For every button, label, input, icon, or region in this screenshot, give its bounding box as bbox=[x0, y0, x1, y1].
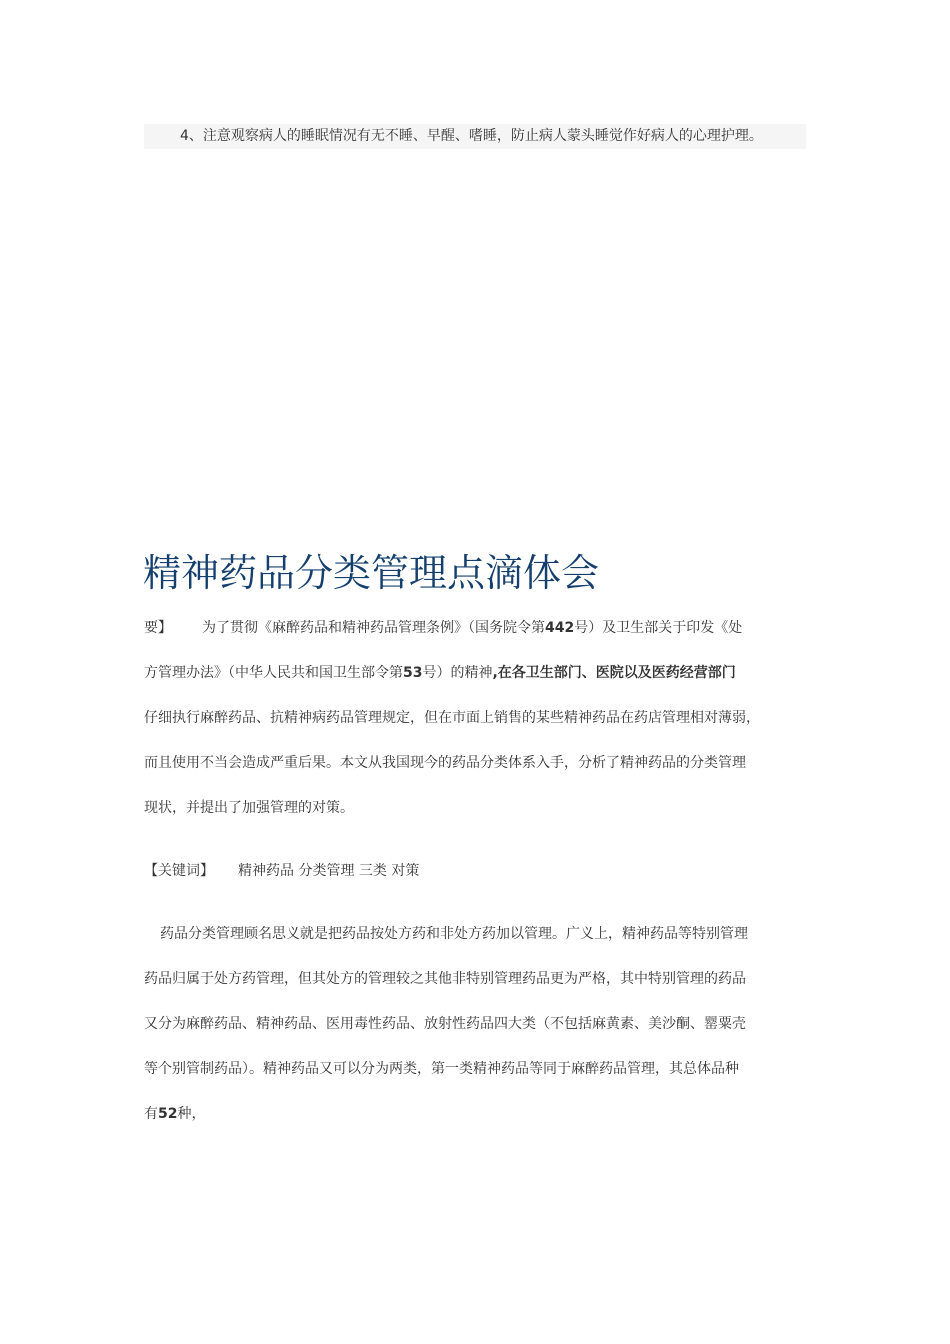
article-title: 精神药品分类管理点滴体会 bbox=[143, 551, 600, 595]
body-text-1: 药品分类管理顾名思义就是把药品按处方药和非处方药加以管理。广义上，精神药品等特别管理 bbox=[160, 926, 748, 942]
abstract-text-3: 仔细执行麻醉药品、抗精神病药品管理规定，但在市面上销售的某些精神药品在药店管理相对薄弱， bbox=[144, 710, 760, 726]
care-note-text: 4、注意观察病人的睡眠情况有无不睡、早醒、嗜睡，防止病人蒙头睡觉作好病人的心理护理。 bbox=[180, 128, 763, 144]
body-text-4: 等个别管制药品）。精神药品又可以分为两类，第一类精神药品等同于麻醉药品管理，其总体品种 bbox=[144, 1061, 739, 1077]
decree-number-442: 442 bbox=[545, 620, 575, 636]
body-text-5a: 有 bbox=[144, 1106, 158, 1122]
decree-number-53: 53 bbox=[403, 665, 423, 681]
abstract-text-2c: ,在各卫生部门、医院以及医药经营部门 bbox=[492, 665, 736, 681]
body-text-3: 又分为麻醉药品、精神药品、医用毒性药品、放射性药品四大类（不包括麻黄素、美沙酮、罂粟壳 bbox=[144, 1016, 746, 1032]
abstract-text-2a: 方管理办法》（中华人民共和国卫生部令第 bbox=[144, 665, 403, 681]
body-paragraph bbox=[144, 912, 806, 1137]
abstract-text-1: 为了贯彻《麻醉药品和精神药品管理条例》（国务院令第 bbox=[202, 620, 545, 636]
abstract-text-2b: 号）的精神 bbox=[422, 665, 493, 681]
abstract-text-5: 现状，并提出了加强管理的对策。 bbox=[144, 800, 354, 816]
keywords-value: 精神药品 分类管理 三类 对策 bbox=[238, 863, 420, 879]
abstract-label: 要】 bbox=[144, 620, 172, 636]
keywords-line bbox=[144, 849, 806, 894]
abstract-text-4: 而且使用不当会造成严重后果。本文从我国现今的药品分类体系入手，分析了精神药品的分类管理 bbox=[144, 755, 746, 771]
care-note-line bbox=[144, 124, 806, 149]
body-text-5b: 种， bbox=[177, 1106, 206, 1122]
body-text-2: 药品归属于处方药管理，但其处方的管理较之其他非特别管理药品更为严格，其中特别管理的药品 bbox=[144, 971, 746, 987]
abstract-paragraph bbox=[144, 606, 806, 831]
abstract-text-1b: 号）及卫生部关于印发《处 bbox=[574, 620, 743, 636]
variety-count: 52 bbox=[158, 1106, 178, 1122]
keywords-label: 【关键词】 bbox=[144, 863, 214, 879]
